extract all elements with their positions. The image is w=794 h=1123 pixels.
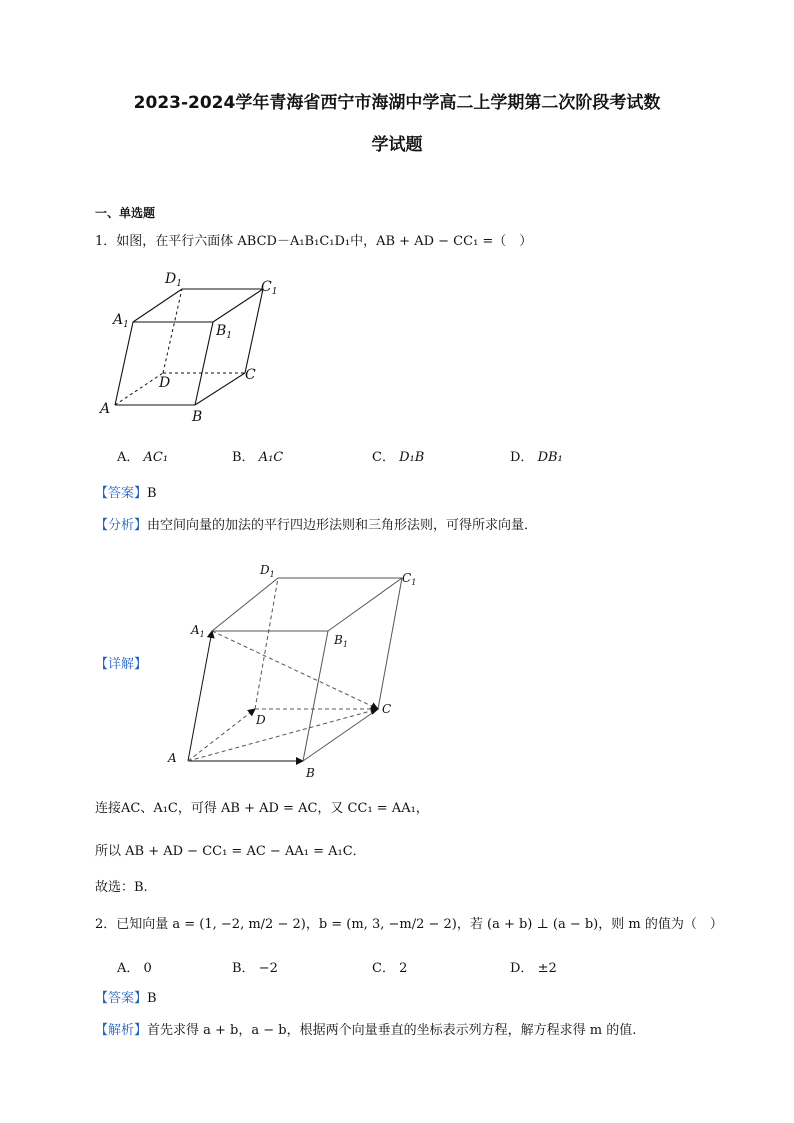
label-D1: $D_1$ xyxy=(165,271,182,289)
q1-option-b[interactable]: B． A₁C xyxy=(232,450,284,465)
q1-choice: 故选：B. xyxy=(95,880,148,895)
sol-label-A1: $A_1$ xyxy=(191,623,205,639)
answer-value: B xyxy=(147,991,157,1006)
analysis-tag: 【解析】 xyxy=(95,1023,148,1038)
analysis-tag: 【分析】 xyxy=(95,518,148,533)
answer-tag: 【答案】 xyxy=(95,991,148,1006)
q1-answer xyxy=(95,485,157,503)
section-heading: 一、单选题 xyxy=(95,206,156,220)
analysis-text: 首先求得 a + b，a − b，根据两个向量垂直的坐标表示列方程，解方程求得 m 的值. xyxy=(147,1023,637,1038)
sol-label-C: C xyxy=(382,702,392,716)
label-B1: $B_1$ xyxy=(216,323,233,341)
sol-label-D1: $D_1$ xyxy=(260,563,275,579)
sol-label-C1: $C_1$ xyxy=(402,571,417,587)
q2-option-a[interactable]: A． 0 xyxy=(117,961,152,976)
title-line-1: 2023-2024学年青海省西宁市海湖中学高二上学期第二次阶段考试数 xyxy=(133,93,661,113)
label-A: A xyxy=(100,401,111,417)
q1-solution-line-1: 连接AC、A₁C，可得 AB + AD = AC，又 CC₁ = AA₁， xyxy=(95,801,429,816)
sol-label-B1: $B_1$ xyxy=(334,633,348,649)
label-D: D xyxy=(159,375,171,391)
label-C: C xyxy=(245,367,256,383)
q2-analysis xyxy=(95,1022,636,1040)
q2-option-c[interactable]: C． 2 xyxy=(372,961,408,976)
q1-detail-tag: 【详解】 xyxy=(95,657,148,672)
q1-stem: 1．如图，在平行六面体 ABCD－A₁B₁C₁D₁中，AB + AD − CC₁ =（ ） xyxy=(95,234,533,249)
q2-answer xyxy=(95,990,157,1008)
q2-option-d[interactable]: D． ±2 xyxy=(510,961,557,976)
q1-option-d[interactable]: D． DB₁ xyxy=(510,450,563,465)
label-A1: $A_1$ xyxy=(113,312,129,330)
label-C1: $C_1$ xyxy=(261,279,278,297)
answer-value: B xyxy=(147,486,157,501)
q1-option-c[interactable]: C． D₁B xyxy=(372,450,425,465)
q1-option-a[interactable]: A． AC₁ xyxy=(117,450,169,465)
title-line-2: 学试题 xyxy=(371,135,423,155)
q1-solution-figure xyxy=(160,558,420,788)
label-B: B xyxy=(192,409,203,425)
q2-stem: 2．已知向量 a = (1, −2, m/2 − 2)，b = (m, 3, −m/2 − 2)，若 (a + b) ⊥ (a − b)，则 m 的值为（ ） xyxy=(95,917,723,932)
analysis-text: 由空间向量的加法的平行四边形法则和三角形法则，可得所求向量． xyxy=(147,518,538,533)
q1-solution-line-2: 所以 AB + AD − CC₁ = AC − AA₁ = A₁C． xyxy=(95,844,366,859)
sol-label-D: D xyxy=(256,713,266,727)
sol-label-B: B xyxy=(306,766,315,780)
sol-label-A: A xyxy=(168,751,177,765)
q2-option-b[interactable]: B． −2 xyxy=(232,961,278,976)
q1-figure xyxy=(95,265,280,430)
q1-analysis xyxy=(95,517,537,535)
answer-tag: 【答案】 xyxy=(95,486,148,501)
